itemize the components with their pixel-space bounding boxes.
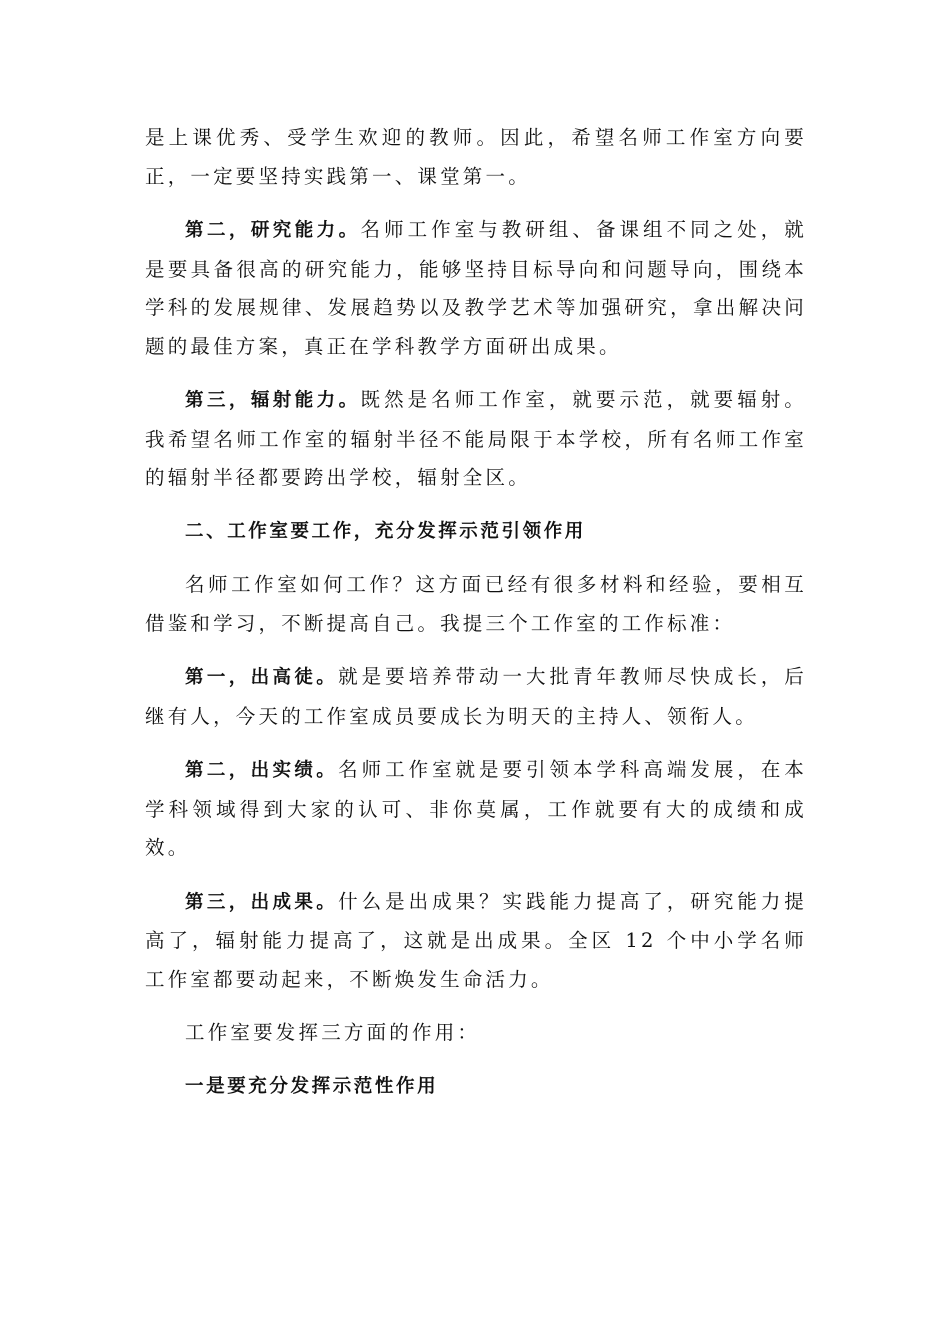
paragraph-text: 名师工作室就是要引领本学科高端发展，在本学科领域得到大家的认可、非你莫属，工作就要有大的成绩和成效。 [145,758,807,859]
paragraph-results [145,883,807,1000]
paragraph-radiation-ability [145,381,807,498]
paragraph-lead: 第一，出高徒。 [185,667,339,688]
paragraph-lead: 第二，研究能力。 [185,220,361,241]
paragraph-lead: 第三，辐射能力。 [185,390,361,411]
paragraph-text: 就是要培养带动一大批青年教师尽快成长，后继有人，今天的工作室成员要成长为明天的主持人、领衔人。 [145,665,807,728]
paragraph-text: 什么是出成果？实践能力提高了，研究能力提高了，辐射能力提高了，这就是出成果。全区 12 个中小学名师工作室都要动起来，不断焕发生命活力。 [145,889,807,991]
paragraph-text: 是上课优秀、受学生欢迎的教师。因此，希望名师工作室方向要正，一定要坚持实践第一、课堂第一。 [145,126,807,188]
paragraph-text: 名师工作室如何工作？这方面已经有很多材料和经验，要相互借鉴和学习，不断提高自己。我提三个工作室的工作标准： [145,573,807,635]
paragraph-practice-conclusion [145,119,807,196]
section-heading-work: 二、工作室要工作，充分发挥示范引领作用 [185,520,586,542]
paragraph-achievements [145,751,807,868]
section-heading-demonstration: 一是要充分发挥示范性作用 [185,1075,439,1097]
paragraph-apprentices [145,658,807,736]
paragraph-lead: 第二，出实绩。 [185,760,339,781]
paragraph-lead: 第三，出成果。 [185,891,339,913]
paragraph-research-ability [145,211,807,366]
paragraph-three-roles [145,1014,807,1053]
paragraph-text: 工作室要发挥三方面的作用： [185,1021,481,1044]
paragraph-text: 名师工作室与教研组、备课组不同之处，就是要具备很高的研究能力，能够坚持目标导向和问题导向，围绕本学科的发展规律、发展趋势以及教学艺术等加强研究，拿出解决问题的最佳方案，真正在学科教学方面研出成果。 [145,218,807,358]
document-body [145,119,807,1121]
paragraph-how-to-work [145,566,807,643]
paragraph-text: 既然是名师工作室，就要示范，就要辐射。我希望名师工作室的辐射半径不能局限于本学校，所有名师工作室的辐射半径都要跨出学校，辐射全区。 [145,388,807,489]
